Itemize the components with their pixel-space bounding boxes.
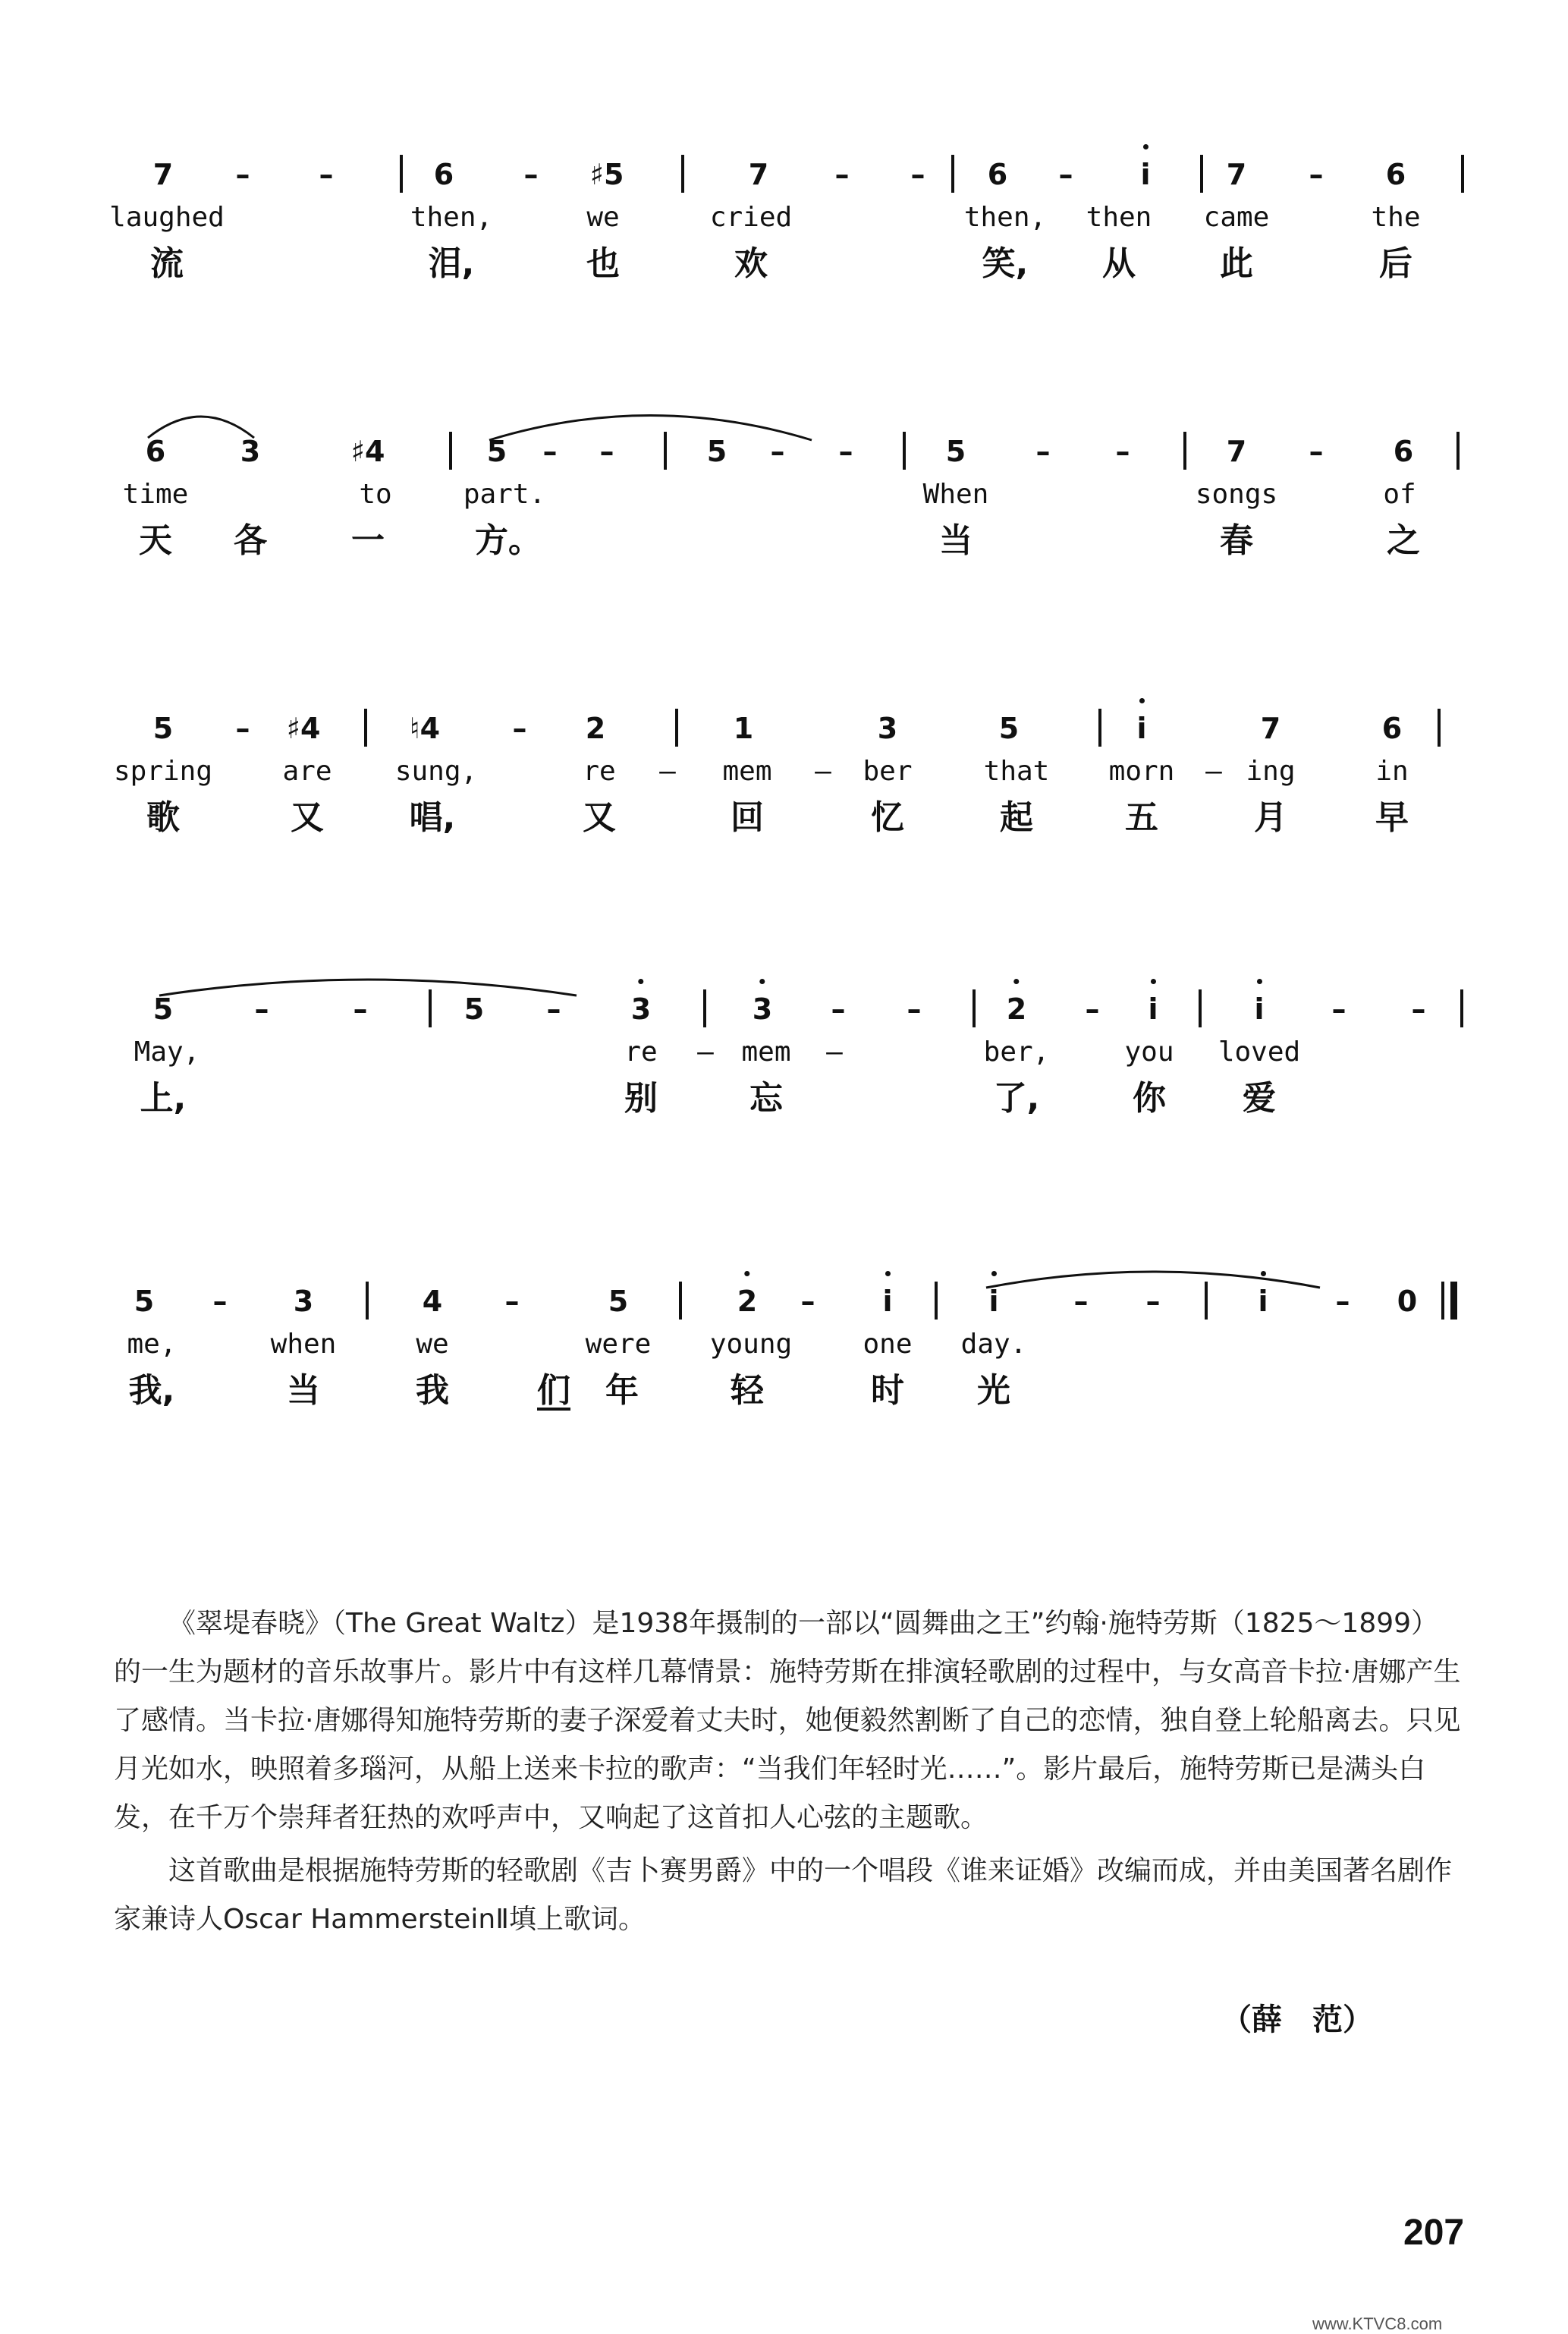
lyric-en: of (1383, 479, 1416, 510)
note: 5 (486, 435, 507, 468)
note: – (212, 1285, 228, 1318)
lyric-en: spring (113, 756, 213, 787)
barline (1098, 709, 1101, 747)
lyric-zh: 又 (583, 798, 616, 837)
note: 5 (152, 712, 174, 745)
commentary-paragraph: 《翠堤春晓》（The Great Waltz）是1938年摄制的一部以“圆舞曲之王”约翰·施特劳斯（1825～1899）的一生为题材的音乐故事片。影片中有这样几幕情景：施特劳斯在排演轻歌剧的过程中，与女高音卡拉·唐娜产生了感情。当卡拉·唐娜得知施特劳斯的妻子深爱着丈夫时，她便毅然割断了自己的恋情，独自登上轮船离去。只见月光如水，映照着多瑙河，从船上送来卡拉的歌声：“当我们年轻时光……”。影片最后，施特劳斯已是满头白发，在千万个崇拜者狂热的欢呼声中，又响起了这首扣人心弦的主题歌。 (114, 1608, 1461, 1833)
note: – (1035, 435, 1051, 468)
lyric-en: re (583, 756, 616, 787)
lyric-en: are (282, 756, 332, 787)
note: ♮4 (409, 712, 441, 745)
octave-dot-icon (1013, 979, 1019, 984)
lyric-en: mem (722, 756, 772, 787)
note: i (1254, 986, 1264, 1032)
barline (449, 432, 452, 470)
lyric-zh: 年 (605, 1371, 639, 1410)
lyric-zh: 方。 (475, 521, 542, 560)
lyric-en: – (659, 756, 676, 787)
note: – (907, 992, 922, 1026)
lyric-zh: 春 (1220, 521, 1253, 560)
note: – (542, 435, 558, 468)
lyric-en: when (270, 1329, 337, 1360)
note: 7 (152, 158, 174, 191)
note: i (988, 1279, 998, 1324)
lyric-en: – (815, 756, 831, 787)
note: 3 (753, 986, 772, 1032)
score-system-3 (99, 706, 1464, 933)
note: – (800, 1285, 815, 1318)
lyric-zh: 别 (624, 1079, 658, 1118)
lyric-zh: 一 (351, 521, 385, 560)
barline (703, 989, 706, 1027)
lyric-zh: 轻 (731, 1371, 764, 1410)
note: ♯5 (589, 158, 624, 191)
note: 5 (608, 1285, 629, 1318)
lyric-zh: 爱 (1243, 1079, 1276, 1118)
note: – (910, 158, 925, 191)
note: – (1058, 158, 1073, 191)
note: 3 (631, 986, 651, 1032)
lyric-zh: 歌 (146, 798, 180, 837)
lyric-en: re (624, 1036, 658, 1068)
octave-dot-icon (991, 1271, 997, 1276)
note: – (770, 435, 785, 468)
note: – (254, 992, 269, 1026)
note: 5 (152, 992, 174, 1026)
lyric-zh: 又 (291, 798, 324, 837)
lyric-en: in (1375, 756, 1409, 787)
note: 7 (1260, 712, 1281, 745)
lyric-en: then, (963, 202, 1047, 233)
lyric-zh: 当 (287, 1371, 320, 1410)
lyric-zh: 也 (586, 244, 620, 283)
barline (1438, 709, 1441, 747)
score-system-2 (99, 429, 1464, 656)
note: 2 (737, 1279, 757, 1324)
lyric-en: ing (1246, 756, 1296, 787)
note: – (1309, 158, 1324, 191)
barline (1200, 155, 1203, 193)
barline (1183, 432, 1186, 470)
barline (681, 155, 684, 193)
lyric-en: – (697, 1036, 714, 1068)
lyric-en: – (826, 1036, 843, 1068)
note: – (1115, 435, 1130, 468)
octave-dot-icon (1139, 698, 1145, 703)
barline (935, 1282, 938, 1320)
commentary (114, 1600, 1464, 1944)
lyric-en: loved (1218, 1036, 1301, 1068)
lyric-en: me, (127, 1329, 177, 1360)
note: – (1309, 435, 1324, 468)
note: – (512, 712, 527, 745)
slur-icon (156, 956, 580, 1002)
note: 5 (998, 712, 1020, 745)
note: 3 (877, 712, 898, 745)
lyric-en: When (922, 479, 989, 510)
barline (366, 1282, 369, 1320)
lyric-en: mem (741, 1036, 791, 1068)
note: i (1140, 152, 1150, 197)
note: 2 (1007, 986, 1026, 1032)
commentary-paragraph: 这首歌曲是根据施特劳斯的轻歌剧《吉卜赛男爵》中的一个唱段《谁来证婚》改编而成，并由美国著名剧作家兼诗人Oscar HammersteinⅡ填上歌词。 (114, 1855, 1453, 1935)
octave-dot-icon (1257, 979, 1262, 984)
lyric-zh: 我 (416, 1371, 449, 1410)
author-credit: （薛 范） (1221, 2002, 1373, 2037)
note: – (504, 1285, 520, 1318)
lyric-zh: 们 (537, 1371, 570, 1410)
lyric-zh: 光 (977, 1371, 1010, 1410)
lyric-en: part. (463, 479, 546, 510)
note: i (1258, 1279, 1268, 1324)
lyric-en: laughed (109, 202, 225, 233)
note: 5 (463, 992, 485, 1026)
lyric-zh: 之 (1387, 521, 1420, 560)
note: i (882, 1279, 892, 1324)
barline (675, 709, 678, 747)
note: 6 (1393, 435, 1414, 468)
note: – (353, 992, 368, 1026)
lyric-zh: 流 (150, 244, 184, 283)
lyric-en: to (359, 479, 392, 510)
lyric-en: ber, (983, 1036, 1050, 1068)
octave-dot-icon (744, 1271, 749, 1276)
lyric-zh: 当 (939, 521, 973, 560)
note: 6 (145, 435, 166, 468)
lyric-en: May, (134, 1036, 200, 1068)
note: – (1145, 1285, 1161, 1318)
note: – (1085, 992, 1100, 1026)
note: 5 (706, 435, 727, 468)
note: – (235, 158, 250, 191)
note: – (235, 712, 250, 745)
lyric-en: sung, (394, 756, 478, 787)
lyric-en: time (122, 479, 189, 510)
note: – (319, 158, 334, 191)
note: – (599, 435, 614, 468)
barline (429, 989, 432, 1027)
barline (400, 155, 403, 193)
final-barline (1441, 1282, 1444, 1320)
lyric-zh: 笑, (982, 244, 1029, 283)
lyric-en: we (416, 1329, 449, 1360)
lyric-zh: 欢 (734, 244, 768, 283)
note: 3 (240, 435, 261, 468)
note: 7 (1226, 158, 1247, 191)
lyric-zh: 从 (1102, 244, 1136, 283)
octave-dot-icon (885, 1271, 891, 1276)
lyric-zh: 月 (1254, 798, 1287, 837)
lyric-en: you (1124, 1036, 1174, 1068)
octave-dot-icon (638, 979, 643, 984)
barline (664, 432, 667, 470)
lyric-zh: 上, (140, 1079, 187, 1118)
note: – (1411, 992, 1426, 1026)
lyric-en: young (709, 1329, 793, 1360)
lyric-en: cried (709, 202, 793, 233)
lyric-en: were (585, 1329, 652, 1360)
barline (1460, 989, 1463, 1027)
note: ♯4 (350, 435, 385, 468)
note: 7 (1226, 435, 1247, 468)
lyric-en: we (586, 202, 620, 233)
note: 6 (987, 158, 1008, 191)
barline (951, 155, 954, 193)
lyric-zh: 早 (1375, 798, 1409, 837)
page-number: 207 (1403, 2213, 1465, 2253)
note: 6 (433, 158, 454, 191)
lyric-zh: 回 (731, 798, 764, 837)
note: 4 (422, 1285, 443, 1318)
lyric-zh: 泪, (428, 244, 475, 283)
lyric-zh: 我, (128, 1371, 175, 1410)
barline (1205, 1282, 1208, 1320)
lyric-en: came (1203, 202, 1270, 233)
note: – (1335, 1285, 1350, 1318)
note: 6 (1381, 712, 1403, 745)
note: 5 (945, 435, 966, 468)
barline (1199, 989, 1202, 1027)
lyric-en: then, (410, 202, 493, 233)
note: – (838, 435, 853, 468)
octave-dot-icon (1143, 144, 1149, 149)
barline (1461, 155, 1464, 193)
lyric-zh: 了, (993, 1079, 1040, 1118)
lyric-zh: 后 (1379, 244, 1412, 283)
lyric-en: one (863, 1329, 913, 1360)
lyric-zh: 五 (1125, 798, 1158, 837)
lyric-en: – (1205, 756, 1222, 787)
note: 0 (1397, 1285, 1418, 1318)
lyric-en: the (1371, 202, 1421, 233)
note: i (1148, 986, 1158, 1032)
note: 1 (733, 712, 754, 745)
note: 7 (748, 158, 769, 191)
score-system-1 (99, 152, 1464, 379)
lyric-zh: 忘 (749, 1079, 783, 1118)
lyric-zh: 忆 (871, 798, 904, 837)
lyric-zh: 天 (139, 521, 172, 560)
lyric-en: ber (863, 756, 913, 787)
note: – (831, 992, 846, 1026)
octave-dot-icon (1151, 979, 1156, 984)
barline (364, 709, 367, 747)
note: 6 (1385, 158, 1406, 191)
note: – (834, 158, 850, 191)
barline (973, 989, 976, 1027)
note: ♯4 (286, 712, 321, 745)
note: 5 (134, 1285, 155, 1318)
note: 2 (585, 712, 606, 745)
lyric-en: morn (1108, 756, 1175, 787)
note: i (1136, 706, 1146, 751)
note: – (1073, 1285, 1089, 1318)
score-system-4 (99, 986, 1464, 1214)
lyric-zh: 你 (1133, 1079, 1166, 1118)
note: 3 (293, 1285, 314, 1318)
lyric-zh: 此 (1220, 244, 1253, 283)
octave-dot-icon (759, 979, 765, 984)
lyric-en: day. (960, 1329, 1027, 1360)
octave-dot-icon (1261, 1271, 1266, 1276)
note: – (1331, 992, 1346, 1026)
lyric-zh: 时 (871, 1371, 904, 1410)
lyric-zh: 唱, (409, 798, 456, 837)
note: – (523, 158, 539, 191)
lyric-en: then (1086, 202, 1152, 233)
lyric-en: songs (1195, 479, 1278, 510)
final-barline-thick (1450, 1282, 1457, 1320)
note: – (546, 992, 561, 1026)
barline (679, 1282, 682, 1320)
watermark: www.KTVC8.com (1312, 2314, 1443, 2333)
lyric-zh: 起 (1000, 798, 1033, 837)
barline (1456, 432, 1460, 470)
lyric-en: that (983, 756, 1050, 787)
score-system-5 (99, 1279, 1464, 1506)
slur-icon (485, 398, 815, 444)
lyric-zh: 各 (234, 521, 267, 560)
barline (903, 432, 906, 470)
